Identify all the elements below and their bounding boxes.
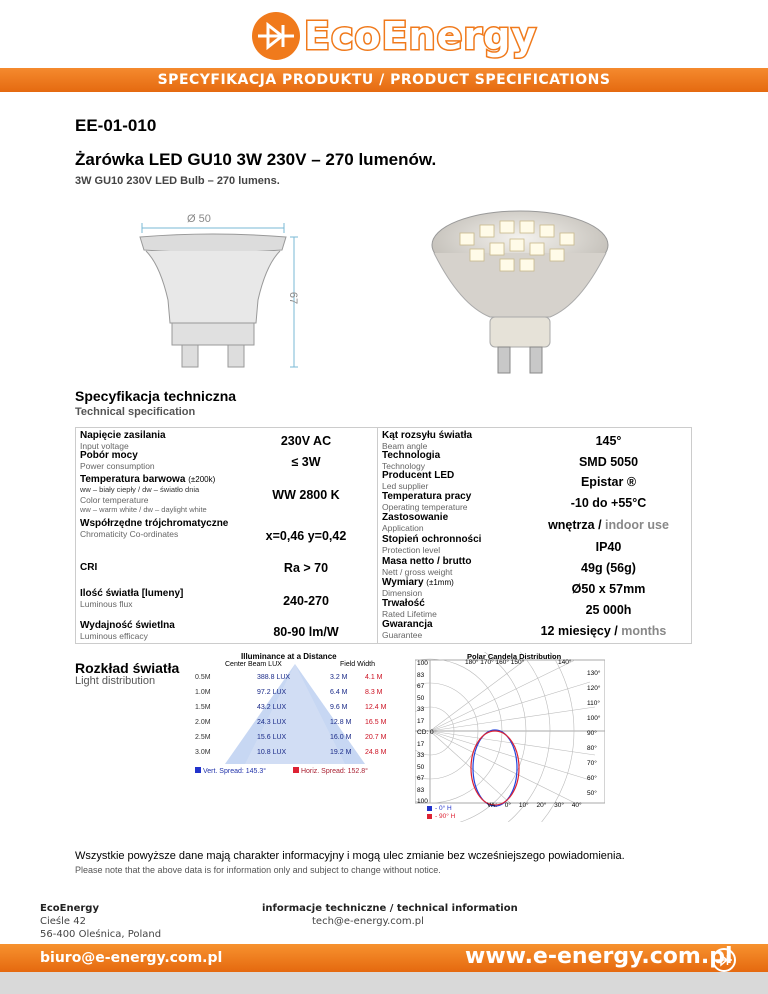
bulb-photo <box>420 205 620 380</box>
illuminance-lux: 10.8 LUX <box>257 749 287 756</box>
polar-left-tick: 17 <box>417 740 425 748</box>
notice-en: Please note that the above data is for information only and subject to change without notice. <box>75 865 441 875</box>
polar-right-angle: 90° <box>587 730 597 737</box>
polar-left-tick: 50 <box>417 694 425 702</box>
spec-lifetime: Trwałość Rated Lifetime <box>382 598 437 619</box>
illuminance-lux: 24.3 LUX <box>257 719 287 726</box>
polar-right-angle: 60° <box>587 775 597 782</box>
polar-bottom-angles: VA: 0° 10° 20° 30° 40° <box>487 802 582 809</box>
spec-cri-value: Ra > 70 <box>283 561 329 575</box>
spec-guarantee: Gwarancja Guarantee <box>382 619 433 640</box>
distribution-subtitle: Light distribution <box>75 675 156 687</box>
spec-cri: CRI <box>80 562 98 573</box>
polar-left-tick: 33 <box>417 706 425 713</box>
polar-right-angle: 50° <box>587 790 597 797</box>
technical-drawing <box>120 205 320 375</box>
spec-chromaticity-value: x=0,46 y=0,42 <box>265 529 347 543</box>
footer-website[interactable]: www.e-energy.com.pl <box>465 944 733 969</box>
footer-bar-lower <box>0 972 768 994</box>
product-title: Żarówka LED GU10 3W 230V – 270 lumenów. <box>75 150 437 169</box>
spec-dimension-value: Ø50 x 57mm <box>571 582 646 596</box>
spec-input-voltage-value: 230V AC <box>280 434 332 448</box>
spec-guarantee-value: 12 miesięcy / months <box>540 624 667 638</box>
tech-spec-subtitle: Technical specification <box>75 406 196 418</box>
illuminance-col2: Field Width <box>340 661 376 668</box>
product-code: EE-01-010 <box>75 116 157 135</box>
illuminance-vertical-width: 3.2 M <box>330 674 348 681</box>
spec-power-value: ≤ 3W <box>291 455 321 469</box>
polar-right-angle: 100° <box>587 715 601 722</box>
brand-name: EcoEnergy <box>304 14 538 58</box>
polar-right-angle: 110° <box>587 700 600 707</box>
spec-input-voltage: Napięcie zasilania Input voltage <box>80 430 166 451</box>
spec-weight: Masa netto / brutto Nett / gross weight <box>382 556 472 577</box>
polar-left-tick: CD: 0 <box>417 729 434 736</box>
spec-technology: Technologia Technology <box>382 450 441 471</box>
spec-technology-value: SMD 5050 <box>578 455 639 469</box>
spec-table <box>75 427 692 644</box>
polar-left-tick: 50 <box>417 763 425 771</box>
spec-led-supplier: Producent LED Led supplier <box>382 470 455 491</box>
illuminance-col1: Center Beam LUX <box>225 661 282 668</box>
spec-operating-temp-value: -10 do +55°C <box>570 496 647 510</box>
illuminance-horizontal-width: 16.5 M <box>365 719 387 726</box>
illuminance-title: Illuminance at a Distance <box>241 652 337 661</box>
illuminance-lux: 97.2 LUX <box>257 689 287 696</box>
spec-dimension: Wymiary (±1mm) Dimension <box>382 577 454 598</box>
polar-legend-90h: - 90° H <box>435 813 456 820</box>
illuminance-distance: 1.0M <box>195 689 211 696</box>
illuminance-lux: 388.8 LUX <box>257 674 291 681</box>
polar-right-angle: 80° <box>587 745 597 752</box>
spec-beam-angle: Kąt rozsyłu światła Beam angle <box>382 430 473 451</box>
illuminance-vertical-width: 9.6 M <box>330 704 348 711</box>
polar-left-tick: 17 <box>417 717 425 725</box>
illuminance-distance: 3.0M <box>195 749 211 756</box>
spec-chromaticity: Współrzędne trójchromatyczne Chromaticity Co-ordinates <box>80 518 229 539</box>
polar-left-tick: 83 <box>417 671 425 679</box>
polar-left-tick: 100 <box>417 798 428 805</box>
illuminance-lux: 43.2 LUX <box>257 704 287 711</box>
spec-operating-temp: Temperatura pracy Operating temperature <box>382 491 472 512</box>
notice-pl: Wszystkie powyższe dane mają charakter informacyjny i mogą ulec zmianie bez wcześniejszego powiadomienia. <box>75 850 625 862</box>
polar-top-angles: 180° 170° 160° 150° <box>465 659 525 666</box>
polar-candela-chart <box>415 652 605 822</box>
illuminance-vertical-width: 19.2 M <box>330 749 352 756</box>
polar-angle-140: 140° <box>558 659 572 666</box>
illuminance-distance: 2.0M <box>195 719 211 726</box>
illuminance-vertical-width: 6.4 M <box>330 689 348 696</box>
footer-address: EcoEnergy Cieśle 42 56-400 Oleśnica, Poland <box>40 903 162 940</box>
header-banner <box>0 68 768 92</box>
diode-icon-small <box>712 948 736 972</box>
illuminance-chart <box>195 652 395 778</box>
brand-logo <box>252 12 538 62</box>
banner-text: SPECYFIKACJA PRODUKTU / PRODUCT SPECIFICATIONS <box>157 72 611 88</box>
spec-lifetime-value: 25 000h <box>585 603 632 617</box>
distribution-title: Rozkład światła <box>75 660 180 676</box>
spec-protection: Stopień ochronności Protection level <box>382 534 482 555</box>
spec-application-value: wnętrza / indoor use <box>548 518 669 532</box>
polar-left-tick: 67 <box>417 683 425 690</box>
spec-power: Pobór mocy Power consumption <box>80 450 155 471</box>
illuminance-horizontal-width: 8.3 M <box>365 689 383 696</box>
product-subtitle: 3W GU10 230V LED Bulb – 270 lumens. <box>75 175 280 187</box>
illuminance-distance: 1.5M <box>195 704 211 711</box>
polar-left-tick: 83 <box>417 786 425 794</box>
footer-technical-info: informacje techniczne / technical information tech@e-energy.com.pl <box>262 903 518 927</box>
illuminance-distance: 2.5M <box>195 734 211 741</box>
spec-color-temp-value: WW 2800 K <box>272 488 340 502</box>
illuminance-horizontal-width: 4.1 M <box>365 674 383 681</box>
legend-horizontal: Horiz. Spread: 152.8° <box>293 767 368 775</box>
diameter-label: Ø 50 <box>187 213 211 225</box>
illuminance-distance: 0.5M <box>195 674 211 681</box>
tech-spec-title: Specyfikacja techniczna <box>75 388 237 404</box>
spec-beam-angle-value: 145° <box>595 434 622 448</box>
polar-title: Polar Candela Distribution <box>467 652 562 661</box>
diode-icon <box>252 12 300 60</box>
footer-email[interactable]: biuro@e-energy.com.pl <box>40 950 223 966</box>
polar-left-tick: 100 <box>417 660 428 667</box>
illuminance-vertical-width: 16.0 M <box>330 734 352 741</box>
illuminance-horizontal-width: 24.8 M <box>365 749 387 756</box>
illuminance-vertical-width: 12.8 M <box>330 719 352 726</box>
polar-right-angle: 130° <box>587 670 601 677</box>
illuminance-horizontal-width: 20.7 M <box>365 734 387 741</box>
polar-left-tick: 33 <box>417 752 425 759</box>
polar-legend-0h: - 0° H <box>435 805 452 812</box>
spec-protection-value: IP40 <box>595 540 622 554</box>
illuminance-horizontal-width: 12.4 M <box>365 704 387 711</box>
polar-right-angle: 70° <box>587 760 597 767</box>
spec-luminous-flux: Ilość światła [lumeny] Luminous flux <box>80 588 184 609</box>
spec-color-temp: Temperatura barwowa (±200k) ww – biały ciepły / dw – światło dnia Color temperature ww – warm white / dw – daylight white <box>80 474 216 514</box>
spec-application: Zastosowanie Application <box>382 512 449 533</box>
illuminance-lux: 15.6 LUX <box>257 734 287 741</box>
spec-led-supplier-value: Epistar ® <box>580 475 637 489</box>
polar-right-angle: 120° <box>587 685 601 692</box>
spec-weight-value: 49g (56g) <box>581 561 636 575</box>
spec-efficacy: Wydajność świetlna Luminous efficacy <box>80 620 175 641</box>
legend-vertical: Vert. Spread: 145.3° <box>195 767 266 775</box>
spec-efficacy-value: 80-90 lm/W <box>273 625 339 639</box>
polar-left-tick: 67 <box>417 775 425 782</box>
height-label: 67 <box>287 291 300 305</box>
spec-luminous-flux-value: 240-270 <box>283 594 329 608</box>
